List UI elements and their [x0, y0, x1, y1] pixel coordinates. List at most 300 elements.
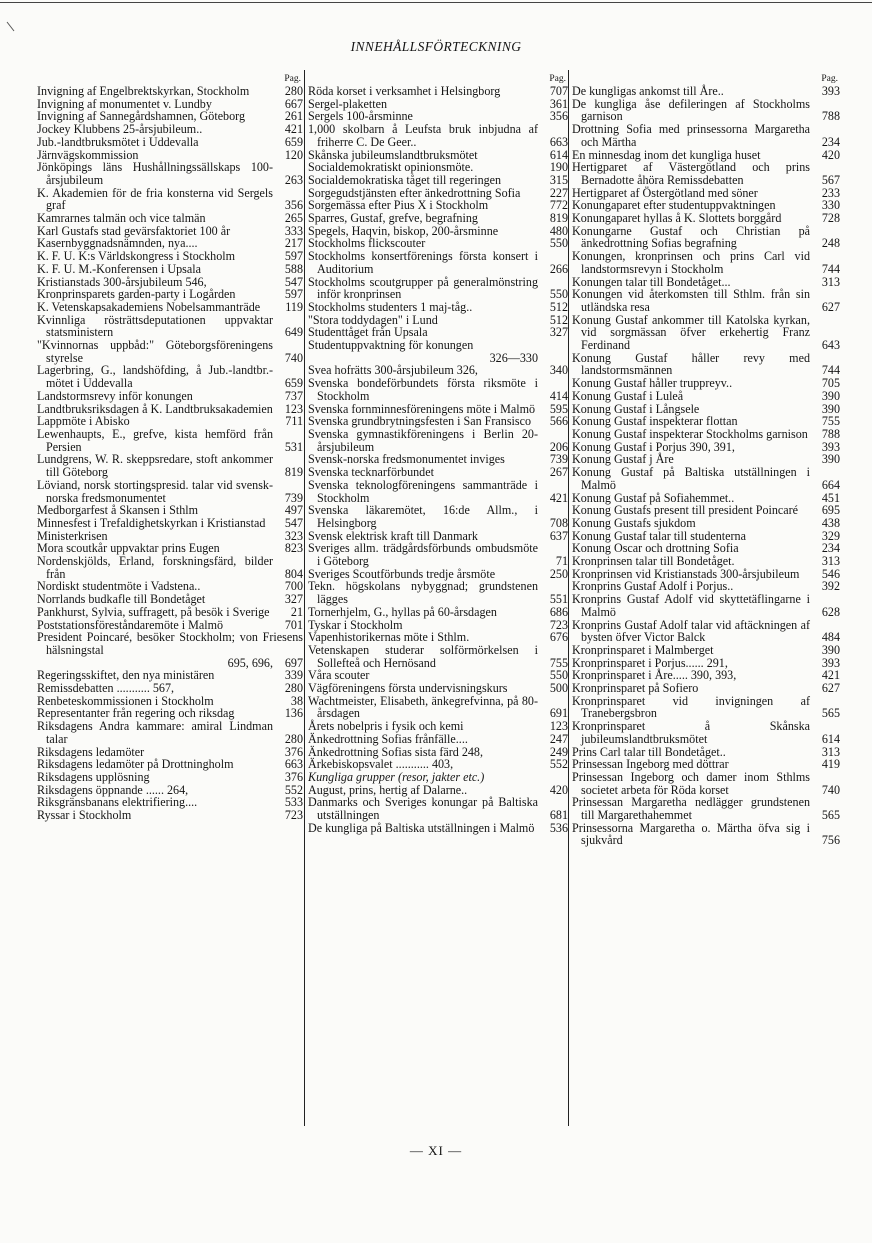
entry-title: Svensk elektrisk kraft till Danmark — [308, 528, 478, 543]
entry-page-number: 614 — [549, 147, 568, 162]
entry-title: Sveriges allm. trädgårdsförbunds ombudsmöte i Göteborg — [308, 541, 538, 569]
entry-page-number: 438 — [821, 515, 840, 530]
entry-page-number: 667 — [284, 96, 303, 111]
entry-title: Sveriges Scoutförbunds tredje årsmöte — [308, 566, 496, 581]
entry-page-number: 728 — [821, 211, 840, 226]
page-title: INNEHÅLLSFÖRTECKNING — [350, 39, 522, 54]
entry-title: Änkedrottning Sofias frånfälle.... — [308, 731, 468, 746]
index-entry — [37, 390, 303, 403]
index-entry — [37, 428, 303, 453]
entry-page-number: 480 — [549, 223, 568, 238]
index-entry — [308, 733, 568, 746]
index-entry — [308, 796, 568, 821]
entry-title: Riksdagens ledamöter på Drottningholm — [37, 757, 234, 772]
entry-page-number: 313 — [821, 744, 840, 759]
entry-title: Landtbruksriksdagen å K. Landtbruksakademien — [37, 401, 273, 416]
entry-page-number: 356 — [549, 109, 568, 124]
index-entry — [37, 555, 303, 580]
entry-page-number: 533 — [284, 795, 303, 810]
entry-page-number: 681 — [549, 808, 568, 823]
entry-title: Kronprinsparet i Malmberget — [572, 642, 714, 657]
entry-page-number: 280 — [284, 681, 303, 696]
entry-page-number: 664 — [821, 477, 840, 492]
entry-page-number: 755 — [821, 414, 840, 429]
entry-page-number: 552 — [549, 757, 568, 772]
entry-title: Jub.-landtbruksmötet i Uddevalla — [37, 134, 199, 149]
entry-title: Tyskar i Stockholm — [308, 617, 403, 632]
entry-title: Järnvägskommission — [37, 147, 139, 162]
index-entry — [572, 796, 840, 821]
index-entry — [572, 250, 840, 275]
entry-title: Kasernbyggnadsnämnden, nya.... — [37, 236, 198, 251]
index-entry — [572, 555, 840, 568]
entry-page-number: 217 — [284, 236, 303, 251]
entry-page-number: 707 — [549, 84, 568, 98]
entry-page-number: 550 — [549, 668, 568, 683]
index-entry — [37, 682, 303, 695]
entry-page-number: 421 — [549, 490, 568, 505]
entry-page-number: 772 — [549, 198, 568, 213]
entry-title: Prinsessan Margaretha nedlägger grundstenen till Margarethahemmet — [572, 795, 810, 823]
entry-title: Kvinnliga rösträttsdeputationen uppvaktar statsministern — [37, 312, 273, 340]
corner-mark-icon — [5, 20, 19, 34]
index-entry — [37, 85, 303, 98]
entry-title: De kungliga åse defileringen af Stockholms garnison — [572, 96, 810, 124]
entry-page-number: 663 — [284, 757, 303, 772]
entry-page-number: 676 — [549, 630, 568, 645]
entry-title: Vapenhistorikernas möte i Sthlm. — [308, 630, 470, 645]
entry-title: Svenska teknologföreningens sammanträde i Stockholm — [308, 477, 538, 505]
index-entry — [572, 593, 840, 618]
entry-page-number: 315 — [549, 172, 568, 187]
entry-title: Konung Gustaf på Sofiahemmet.. — [572, 490, 735, 505]
entry-title: Lewenhaupts, E., grefve, kista hemförd från Persien — [37, 426, 273, 454]
entry-page-number: 330 — [821, 198, 840, 213]
entry-title: Lappmöte i Abisko — [37, 414, 130, 429]
entry-page-number: 723 — [549, 617, 568, 632]
entry-title: Ministerkrisen — [37, 528, 108, 543]
entry-title: Medborgarfest å Skansen i Sthlm — [37, 503, 199, 518]
index-entry — [308, 695, 568, 720]
entry-title: Studentuppvaktning för konungen — [308, 338, 474, 353]
entry-title: Röda korset i verksamhet i Helsingborg — [308, 84, 501, 98]
entry-title: Kungliga grupper (resor, jakter etc.) — [308, 769, 485, 784]
entry-title: Änkedrottning Sofias sista färd 248, — [308, 744, 483, 759]
entry-title: Konung Gustaf talar till studenterna — [572, 528, 746, 543]
entry-page-number: 313 — [821, 274, 840, 289]
entry-title: Invigning af Sannegårdshamnen, Göteborg — [37, 109, 246, 124]
entry-page-number: 497 — [284, 503, 303, 518]
entry-title: Konungen, kronprinsen och prins Carl vid landstormsrevyn i Stockholm — [572, 249, 810, 276]
entry-title: Kronprinsen vid Kristianstads 300-årsjubileum — [572, 566, 800, 581]
entry-page-number: 327 — [284, 592, 303, 607]
index-entry — [572, 466, 840, 491]
index-entry — [308, 301, 568, 314]
index-entry — [37, 809, 303, 822]
entry-page-number: 737 — [284, 388, 303, 403]
entry-title: Konung Gustafs present till president Poincaré — [572, 503, 799, 518]
entry-title: Konungen talar till Bondetåget... — [572, 274, 731, 289]
entry-title: Stockholms scoutgrupper på generalmönstring inför kronprinsen — [308, 274, 538, 302]
entry-page-number: 390 — [821, 452, 840, 467]
entry-page-number: 627 — [821, 299, 840, 314]
entry-title: De kungligas ankomst till Åre.. — [572, 84, 724, 98]
index-entry — [572, 771, 840, 796]
entry-title: Danmarks och Sveriges konungar på Baltiska utställningen — [308, 795, 538, 823]
entry-page-number: 755 — [549, 655, 568, 670]
index-entry — [572, 428, 840, 441]
entry-page-number: 819 — [284, 465, 303, 480]
entry-page-number: 756 — [821, 833, 840, 848]
index-entry — [37, 720, 303, 745]
entry-page-number: 249 — [549, 744, 568, 759]
entry-title: Stockholms studenters 1 maj-tåg.. — [308, 299, 473, 314]
entry-title: Hertigparet af Västergötland och prins Bernadotte åhöra Remissdebatten — [572, 160, 810, 187]
entry-page-number: 547 — [284, 515, 303, 530]
index-entry — [37, 453, 303, 478]
entry-title: Kronprinsparet i Åre..... 390, 393, — [572, 668, 737, 683]
entry-page-number: 697 — [284, 655, 303, 670]
entry-page-number: 614 — [821, 731, 840, 746]
entry-title: Spegels, Haqvin, biskop, 200-årsminne — [308, 223, 499, 238]
entry-title: Regeringsskiftet, den nya ministären — [37, 668, 215, 683]
entry-page-number: 552 — [284, 782, 303, 797]
entry-page-number: 723 — [284, 808, 303, 823]
index-entry — [37, 212, 303, 225]
entry-page-number: 512 — [549, 312, 568, 327]
entry-page-number: 327 — [549, 325, 568, 340]
entry-page-number: 643 — [821, 338, 840, 353]
entry-page-number: 21 — [290, 604, 303, 619]
entry-page-number: 280 — [284, 84, 303, 98]
entry-title: Konung Gustaf inspekterar flottan — [572, 414, 738, 429]
entry-title: Konung Gustaf i Långsele — [572, 401, 700, 416]
entry-page-number: 71 — [555, 554, 568, 569]
entry-page-number: 500 — [549, 681, 568, 696]
entry-page-number: 659 — [284, 376, 303, 391]
index-entry — [37, 301, 303, 314]
entry-title: Konung Gustaf håller truppreyv.. — [572, 376, 733, 391]
entry-title: Svenska gymnastikföreningens i Berlin 20-årsjubileum — [308, 426, 538, 454]
entry-title: Konung Gustaf i Luleå — [572, 388, 684, 403]
entry-page-number: 136 — [284, 706, 303, 721]
index-entry — [572, 288, 840, 313]
entry-title: "Stora toddydagen" i Lund — [308, 312, 438, 327]
index-entry — [308, 479, 568, 504]
entry-title: Konung Gustaf ankommer till Katolska kyrkan, vid sorgmässan öfver erkehertig Franz Ferdinand — [572, 312, 810, 353]
entry-page-number: 123 — [549, 719, 568, 734]
entry-page-number: 788 — [821, 109, 840, 124]
entry-page-number: 393 — [821, 655, 840, 670]
entry-page-number: 739 — [284, 490, 303, 505]
entry-page-number: 484 — [821, 630, 840, 645]
index-entry — [37, 136, 303, 149]
index-entry — [572, 720, 840, 745]
entry-title: "Kvinnornas uppbåd:" Göteborgsföreningens styrelse — [37, 338, 273, 365]
entry-title: Ryssar i Stockholm — [37, 808, 132, 823]
index-entry — [37, 771, 303, 784]
index-column-3 — [572, 74, 840, 1136]
entry-title: Löviand, norsk stortingspresid. talar vid svensk-norska fredsmonumentet — [37, 477, 273, 505]
index-entry — [308, 504, 568, 529]
index-column-1 — [37, 74, 303, 1136]
index-entry — [37, 517, 303, 530]
entry-title: Minnesfest i Trefaldighetskyrkan i Kristianstad — [37, 515, 266, 530]
entry-title: Svenska tecknarförbundet — [308, 465, 434, 480]
entry-title: Svenska läkaremötet, 16:de Allm., i Helsingborg — [308, 503, 538, 530]
entry-page-number: 233 — [821, 185, 840, 200]
index-entry — [37, 479, 303, 504]
index-entry — [37, 187, 303, 212]
entry-title: Riksdagens Andra kammare: amiral Lindman talar — [37, 719, 273, 746]
index-entry — [572, 98, 840, 123]
entry-title: Hertigparet af Östergötland med söner — [572, 185, 758, 200]
entry-title: Riksgränsbanans elektrifiering.... — [37, 795, 198, 810]
index-entry — [37, 593, 303, 606]
entry-title: Konung Gustafs sjukdom — [572, 515, 696, 530]
entry-title: Sorgemässa efter Pius X i Stockholm — [308, 198, 489, 213]
entry-page-number: 419 — [821, 757, 840, 772]
entry-page-number: 739 — [549, 452, 568, 467]
entry-page-number: 323 — [284, 528, 303, 543]
entry-page-number: 595 — [549, 401, 568, 416]
entry-title: Sorgegudstjänsten efter änkedrottning Sofia — [308, 185, 521, 200]
entry-title: Konungen vid återkomsten till Sthlm. från sin utländska resa — [572, 287, 810, 314]
entry-title: Landstormsrevy inför konungen — [37, 388, 193, 403]
entry-page-number: 393 — [821, 439, 840, 454]
entry-title: Poststationsföreståndaremöte i Malmö — [37, 617, 224, 632]
column-divider — [568, 70, 569, 1126]
pag-label: Pag. — [549, 74, 566, 84]
entry-title: Renbeteskommissionen i Stockholm — [37, 693, 214, 708]
entry-page-number: 701 — [284, 617, 303, 632]
index-entry — [572, 390, 840, 403]
index-entry — [37, 250, 303, 263]
entry-page-number: 567 — [821, 172, 840, 187]
entry-page-number: 740 — [821, 782, 840, 797]
index-entry — [308, 85, 568, 98]
entry-title: Prinsessorna Margaretha o. Märtha öfva sig i sjukvård — [572, 820, 810, 848]
index-entry — [572, 695, 840, 720]
index-entry — [308, 250, 568, 275]
entry-page-number: 566 — [549, 414, 568, 429]
entry-page-number: 451 — [821, 490, 840, 505]
entry-title: 326—330 — [489, 350, 538, 365]
entry-title: Svea hofrätts 300-årsjubileum 326, — [308, 363, 478, 378]
index-entry — [308, 339, 568, 352]
entry-page-number: 705 — [821, 376, 840, 391]
entry-title: Skånska jubileumslandtbruksmötet — [308, 147, 478, 162]
entry-title: Wachtmeister, Elisabeth, änkegrefvinna, på 80-årsdagen — [308, 693, 538, 721]
entry-page-number: 206 — [549, 439, 568, 454]
index-entry — [308, 276, 568, 301]
entry-title: Kronprins Gustaf Adolf i Porjus.. — [572, 579, 734, 594]
entry-title: Svensk-norska fredsmonumentet inviges — [308, 452, 505, 467]
entry-title: Jockey Klubbens 25-årsjubileum.. — [37, 122, 203, 137]
entry-title: Konung Oscar och drottning Sofia — [572, 541, 739, 556]
entry-title: K. F. U. M.-Konferensen i Upsala — [37, 261, 201, 276]
entry-title: Årets nobelpris i fysik och kemi — [308, 719, 464, 734]
entry-title: Remissdebatten ........... 567, — [37, 681, 175, 696]
entry-page-number: 819 — [549, 211, 568, 226]
entry-page-number: 248 — [821, 236, 840, 251]
entry-title: Konung Gustaf i Porjus 390, 391, — [572, 439, 735, 454]
entry-title: Sparres, Gustaf, grefve, begrafning — [308, 211, 478, 226]
column-divider — [304, 70, 305, 1126]
entry-title: Invigning af Engelbrektskyrkan, Stockholm — [37, 84, 250, 98]
entry-page-number: 649 — [284, 325, 303, 340]
entry-page-number: 393 — [821, 84, 840, 98]
entry-page-number: 356 — [284, 198, 303, 213]
entry-page-number: 420 — [821, 147, 840, 162]
entry-title: Kamrarnes talmän och vice talmän — [37, 211, 206, 226]
entry-title: Invigning af monumentet v. Lundby — [37, 96, 212, 111]
entry-title: Drottning Sofia med prinsessorna Margaretha och Märtha — [572, 122, 810, 149]
index-entry — [572, 314, 840, 352]
entry-page-number: 190 — [549, 160, 568, 175]
entry-title: En minnesdag inom det kungliga huset — [572, 147, 761, 162]
entry-title: Stockholms konsertförenings första konsert i Auditorium — [308, 249, 538, 276]
entry-title: Vägföreningens första undervisningskurs — [308, 681, 508, 696]
entry-title: Kronprins Gustaf Adolf vid skyttetäflingarne i Malmö — [572, 592, 810, 619]
index-entry — [308, 682, 568, 695]
entry-page-number: 788 — [821, 426, 840, 441]
entry-title: De kungliga på Baltiska utställningen i Malmö — [308, 820, 535, 835]
index-entry — [308, 542, 568, 567]
entry-title: Jönköpings läns Hushållningssällskaps 100-årsjubileum — [37, 160, 273, 187]
entry-page-number: 804 — [284, 566, 303, 581]
entry-page-number: 339 — [284, 668, 303, 683]
entry-page-number: 421 — [284, 122, 303, 137]
index-entry — [308, 644, 568, 669]
index-entry — [572, 504, 840, 517]
entry-page-number: 120 — [284, 147, 303, 162]
entry-page-number: 691 — [549, 706, 568, 721]
index-column-2 — [308, 74, 568, 1136]
entry-page-number: 263 — [284, 172, 303, 187]
entry-title: Svenska fornminnesföreningens möte i Malmö — [308, 401, 536, 416]
entry-page-number: 551 — [549, 592, 568, 607]
index-entry — [37, 504, 303, 517]
entry-page-number: 744 — [821, 363, 840, 378]
entry-page-number: 695 — [821, 503, 840, 518]
index-entry — [37, 339, 303, 364]
entry-title: Konung Gustaf j Åre — [572, 452, 674, 467]
entry-title: Kronprinsen talar till Bondetåget. — [572, 554, 735, 569]
entry-page-number: 361 — [549, 96, 568, 111]
entry-title: Kronprinsparet å Skånska jubileumslandtbruksmötet — [572, 719, 810, 746]
index-entry — [572, 822, 840, 847]
entry-title: Kronprins Gustaf Adolf talar vid aftäckningen af bysten öfver Victor Balck — [572, 617, 810, 645]
entry-title: 1,000 skolbarn å Leufsta bruk inbjudna af friherre C. De Geer.. — [308, 122, 538, 149]
entry-title: Konungaparet hyllas å K. Slottets borggård — [572, 211, 782, 226]
entry-title: Kristianstads 300-årsjubileum 546, — [37, 274, 207, 289]
entry-page-number: 597 — [284, 249, 303, 264]
entry-page-number: 550 — [549, 236, 568, 251]
entry-page-number: 565 — [821, 808, 840, 823]
entry-title: Stockholms flickscouter — [308, 236, 426, 251]
entry-title: Kronprinsparet på Sofiero — [572, 681, 699, 696]
index-entry — [308, 720, 568, 733]
entry-title: Riksdagens ledamöter — [37, 744, 145, 759]
section-heading — [308, 771, 568, 784]
index-entry — [572, 212, 840, 225]
entry-page-number: 280 — [284, 731, 303, 746]
entry-title: Lagerbring, G., landshöfding, å Jub.-landtbr.-mötet i Uddevalla — [37, 363, 273, 391]
index-entry — [308, 174, 568, 187]
entry-title: Vetenskapen studerar solförmörkelsen i Sollefteå och Hernösand — [308, 642, 538, 670]
entry-title: Riksdagens upplösning — [37, 769, 150, 784]
entry-page-number: 390 — [821, 388, 840, 403]
entry-title: Konung Gustaf inspekterar Stockholms garnison — [572, 426, 808, 441]
entry-page-number: 329 — [821, 528, 840, 543]
entry-page-number: 38 — [290, 693, 303, 708]
entry-title: Socialdemokratiskt opinionsmöte. — [308, 160, 474, 175]
entry-page-number: 708 — [549, 515, 568, 530]
entry-page-number: 663 — [549, 134, 568, 149]
entry-title: Prinsessan Ingeborg med döttrar — [572, 757, 729, 772]
entry-page-number: 740 — [284, 350, 303, 365]
index-entry — [572, 161, 840, 186]
entry-title: K. Vetenskapsakademiens Nobelsammanträde — [37, 299, 261, 314]
entry-page-number: 123 — [284, 401, 303, 416]
index-entry — [572, 352, 840, 377]
entry-page-number: 266 — [549, 261, 568, 276]
entry-title: Lundgrens, W. R. skeppsredare, stoft ankommer till Göteborg — [37, 452, 273, 480]
entry-page-number: 823 — [284, 541, 303, 556]
entry-page-number: 637 — [549, 528, 568, 543]
entry-page-number: 247 — [549, 731, 568, 746]
entry-title: Konung Gustaf håller revy med landstormsmännen — [572, 350, 810, 378]
index-entry — [308, 123, 568, 148]
entry-page-number: 700 — [284, 579, 303, 594]
entry-title: Kronprinsparet vid invigningen af Tranebergsbron — [572, 693, 810, 721]
entry-title: Våra scouter — [308, 668, 370, 683]
entry-page-number: 392 — [821, 579, 840, 594]
entry-page-number: 588 — [284, 261, 303, 276]
index-entry — [308, 822, 568, 835]
index-entry — [37, 263, 303, 276]
entry-page-number: 628 — [821, 604, 840, 619]
entry-page-number: 376 — [284, 769, 303, 784]
entry-page-number: 227 — [549, 185, 568, 200]
entry-page-number: 421 — [821, 668, 840, 683]
index-entry — [37, 631, 303, 656]
entry-page-number: 267 — [549, 465, 568, 480]
index-entry — [37, 314, 303, 339]
index-entry — [572, 644, 840, 657]
entry-title: Sergel-plaketten — [308, 96, 388, 111]
entry-title: Konungarne Gustaf och Christian på änkedrottning Sofias begrafning — [572, 223, 810, 251]
index-entry — [308, 428, 568, 453]
entry-title: August, prins, hertig af Dalarne.. — [308, 782, 468, 797]
index-entry — [572, 225, 840, 250]
entry-page-number: 686 — [549, 604, 568, 619]
index-entry — [572, 123, 840, 148]
entry-title: Prinsessan Ingeborg och damer inom Sthlms societet arbeta för Röda korset — [572, 769, 810, 797]
entry-page-number: 390 — [821, 401, 840, 416]
entry-page-number: 627 — [821, 681, 840, 696]
entry-title: Konung Gustaf på Baltiska utställningen i Malmö — [572, 465, 810, 492]
index-entry — [37, 364, 303, 389]
index-entry — [37, 123, 303, 136]
entry-title: Pankhurst, Sylvia, suffragett, på besök i Sverige — [37, 604, 270, 619]
entry-title: 695, 696, — [227, 655, 273, 670]
entry-title: Socialdemokratiska tåget till regeringen — [308, 172, 502, 187]
entry-page-number: 340 — [549, 363, 568, 378]
index-entry — [572, 517, 840, 530]
entry-title: President Poincaré, besöker Stockholm; von Friesens hälsningstal — [37, 630, 303, 657]
